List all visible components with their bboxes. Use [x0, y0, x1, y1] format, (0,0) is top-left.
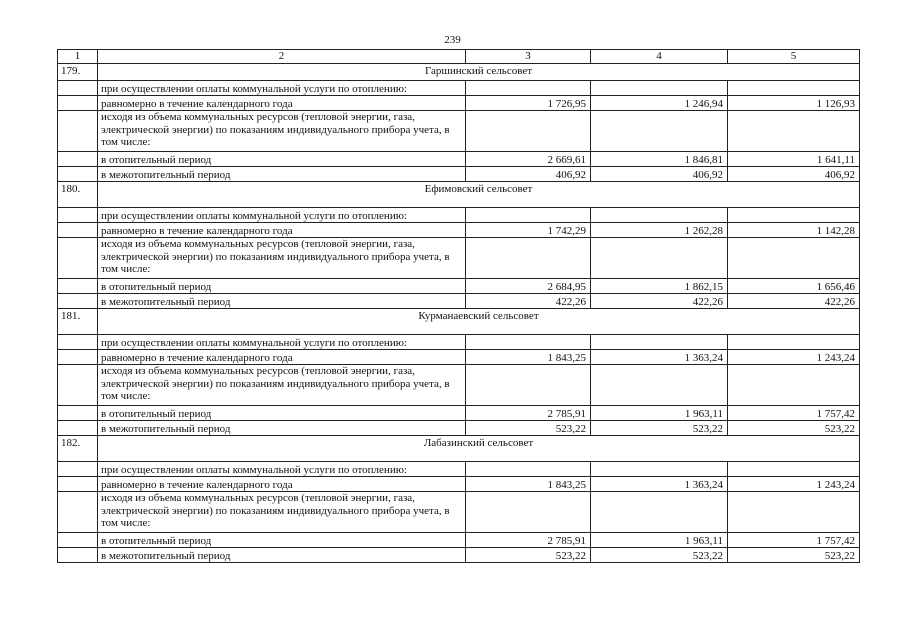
- table-row: [58, 350, 860, 365]
- row-label: в отопительный период: [98, 279, 466, 294]
- table-row: [58, 238, 860, 279]
- value-col-5: 523,22: [728, 548, 860, 563]
- section-row: [58, 182, 860, 208]
- table-body: [58, 50, 860, 563]
- header-col-3: 3: [466, 50, 591, 64]
- section-row: [58, 64, 860, 81]
- row-label: в межотопительный период: [98, 548, 466, 563]
- value-col-5: 1 757,42: [728, 406, 860, 421]
- value-col-5: [728, 238, 860, 279]
- row-number-cell: [58, 533, 98, 548]
- value-col-4: [591, 111, 728, 152]
- table-row: [58, 533, 860, 548]
- value-col-4: [591, 365, 728, 406]
- row-number-cell: [58, 152, 98, 167]
- section-title: Гаршинский сельсовет: [98, 64, 860, 81]
- row-label: равномерно в течение календарного года: [98, 477, 466, 492]
- section-number: 180.: [58, 182, 98, 208]
- value-col-4: 1 963,11: [591, 533, 728, 548]
- table-row: [58, 81, 860, 96]
- value-col-3: 523,22: [466, 548, 591, 563]
- row-number-cell: [58, 96, 98, 111]
- table-row: [58, 96, 860, 111]
- row-label: в отопительный период: [98, 533, 466, 548]
- section-title: Курманаевский сельсовет: [98, 309, 860, 335]
- table-row: [58, 421, 860, 436]
- value-col-3: [466, 238, 591, 279]
- value-col-3: 2 785,91: [466, 406, 591, 421]
- table-row: [58, 111, 860, 152]
- row-label: в межотопительный период: [98, 421, 466, 436]
- value-col-4: [591, 238, 728, 279]
- value-col-5: [728, 111, 860, 152]
- value-col-3: [466, 208, 591, 223]
- row-number-cell: [58, 294, 98, 309]
- section-number: 181.: [58, 309, 98, 335]
- value-col-3: 406,92: [466, 167, 591, 182]
- row-label: при осуществлении оплаты коммунальной услуги по отоплению:: [98, 335, 466, 350]
- section-number: 179.: [58, 64, 98, 81]
- value-col-3: 1 843,25: [466, 350, 591, 365]
- row-number-cell: [58, 462, 98, 477]
- value-col-4: 422,26: [591, 294, 728, 309]
- value-col-5: [728, 365, 860, 406]
- value-col-3: [466, 335, 591, 350]
- row-label: в межотопительный период: [98, 167, 466, 182]
- row-label: равномерно в течение календарного года: [98, 350, 466, 365]
- row-number-cell: [58, 111, 98, 152]
- value-col-5: 1 656,46: [728, 279, 860, 294]
- row-number-cell: [58, 548, 98, 563]
- page-number: 239: [444, 34, 461, 46]
- header-col-1: 1: [58, 50, 98, 64]
- table-row: [58, 167, 860, 182]
- value-col-5: 1 243,24: [728, 477, 860, 492]
- value-col-4: 1 246,94: [591, 96, 728, 111]
- value-col-5: 1 641,11: [728, 152, 860, 167]
- value-col-4: 1 363,24: [591, 477, 728, 492]
- row-number-cell: [58, 492, 98, 533]
- table-row: [58, 279, 860, 294]
- row-label: исходя из объема коммунальных ресурсов (тепловой энергии, газа, электрической энергии) по показаниям индивидуального прибора учета, в том числе:: [98, 492, 466, 533]
- row-label: в отопительный период: [98, 406, 466, 421]
- value-col-5: 1 142,28: [728, 223, 860, 238]
- row-number-cell: [58, 208, 98, 223]
- table-row: [58, 294, 860, 309]
- tariff-table: [57, 49, 860, 563]
- table-row: [58, 335, 860, 350]
- table-row: [58, 152, 860, 167]
- table-row: [58, 477, 860, 492]
- value-col-5: 422,26: [728, 294, 860, 309]
- table-row: [58, 208, 860, 223]
- value-col-4: 523,22: [591, 548, 728, 563]
- row-number-cell: [58, 279, 98, 294]
- table-row: [58, 462, 860, 477]
- value-col-4: 1 846,81: [591, 152, 728, 167]
- row-label: в отопительный период: [98, 152, 466, 167]
- section-title: Ефимовский сельсовет: [98, 182, 860, 208]
- value-col-4: [591, 462, 728, 477]
- table-row: [58, 365, 860, 406]
- row-number-cell: [58, 335, 98, 350]
- row-number-cell: [58, 238, 98, 279]
- section-title: Лабазинский сельсовет: [98, 436, 860, 462]
- value-col-3: [466, 111, 591, 152]
- value-col-3: [466, 81, 591, 96]
- row-number-cell: [58, 81, 98, 96]
- table-row: [58, 492, 860, 533]
- value-col-3: 2 684,95: [466, 279, 591, 294]
- value-col-4: 406,92: [591, 167, 728, 182]
- row-label: равномерно в течение календарного года: [98, 223, 466, 238]
- section-number: 182.: [58, 436, 98, 462]
- value-col-3: [466, 365, 591, 406]
- row-label: при осуществлении оплаты коммунальной услуги по отоплению:: [98, 208, 466, 223]
- table-row: [58, 406, 860, 421]
- row-number-cell: [58, 406, 98, 421]
- row-label: равномерно в течение календарного года: [98, 96, 466, 111]
- header-row: [58, 50, 860, 64]
- header-col-2: 2: [98, 50, 466, 64]
- row-label: исходя из объема коммунальных ресурсов (тепловой энергии, газа, электрической энергии) по показаниям индивидуального прибора учета, в том числе:: [98, 111, 466, 152]
- row-number-cell: [58, 365, 98, 406]
- row-number-cell: [58, 167, 98, 182]
- row-number-cell: [58, 223, 98, 238]
- value-col-5: [728, 462, 860, 477]
- table-row: [58, 223, 860, 238]
- header-col-4: 4: [591, 50, 728, 64]
- value-col-3: 422,26: [466, 294, 591, 309]
- value-col-4: [591, 335, 728, 350]
- value-col-3: 1 726,95: [466, 96, 591, 111]
- value-col-5: [728, 208, 860, 223]
- value-col-3: [466, 462, 591, 477]
- value-col-5: 523,22: [728, 421, 860, 436]
- row-label: в межотопительный период: [98, 294, 466, 309]
- section-row: [58, 309, 860, 335]
- value-col-4: [591, 81, 728, 96]
- value-col-4: [591, 492, 728, 533]
- row-label: исходя из объема коммунальных ресурсов (тепловой энергии, газа, электрической энергии) по показаниям индивидуального прибора учета, в том числе:: [98, 238, 466, 279]
- value-col-3: 2 669,61: [466, 152, 591, 167]
- row-label: исходя из объема коммунальных ресурсов (тепловой энергии, газа, электрической энергии) по показаниям индивидуального прибора учета, в том числе:: [98, 365, 466, 406]
- row-number-cell: [58, 421, 98, 436]
- value-col-3: 2 785,91: [466, 533, 591, 548]
- row-label: при осуществлении оплаты коммунальной услуги по отоплению:: [98, 81, 466, 96]
- value-col-3: 1 742,29: [466, 223, 591, 238]
- value-col-4: 1 262,28: [591, 223, 728, 238]
- row-number-cell: [58, 477, 98, 492]
- value-col-5: [728, 492, 860, 533]
- section-row: [58, 436, 860, 462]
- value-col-5: 1 126,93: [728, 96, 860, 111]
- value-col-5: [728, 335, 860, 350]
- value-col-5: [728, 81, 860, 96]
- value-col-4: 1 862,15: [591, 279, 728, 294]
- header-col-5: 5: [728, 50, 860, 64]
- value-col-3: 523,22: [466, 421, 591, 436]
- row-number-cell: [58, 350, 98, 365]
- value-col-5: 406,92: [728, 167, 860, 182]
- table-row: [58, 548, 860, 563]
- value-col-5: 1 243,24: [728, 350, 860, 365]
- value-col-4: [591, 208, 728, 223]
- value-col-5: 1 757,42: [728, 533, 860, 548]
- value-col-4: 1 363,24: [591, 350, 728, 365]
- value-col-4: 1 963,11: [591, 406, 728, 421]
- value-col-3: 1 843,25: [466, 477, 591, 492]
- value-col-4: 523,22: [591, 421, 728, 436]
- value-col-3: [466, 492, 591, 533]
- row-label: при осуществлении оплаты коммунальной услуги по отоплению:: [98, 462, 466, 477]
